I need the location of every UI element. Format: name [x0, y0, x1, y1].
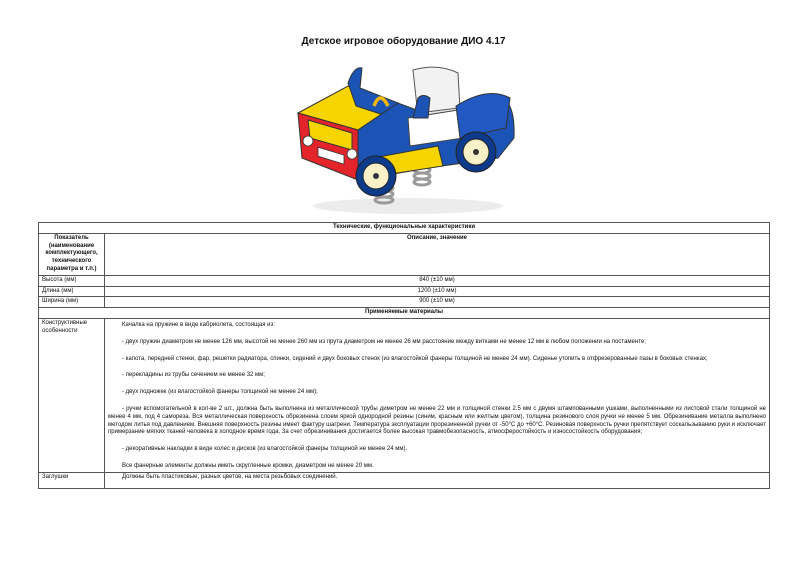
section-row-characteristics — [39, 223, 770, 234]
construction-paragraph: - ручки вспомогательной в кол-ве 2 шт., должна быть выполнена из металлической трубы диметром не менее 22 мм и толщиной стенки 2.5 мм с двумя штампованными ушками, выполненными из листовой стали толщиной не менее 4 мм, под 4 самореза. Вся металлическая поверхность обрезинена слоем яркой однородной резины (синим, красным или желтым цветом), толщина резинового слоя ручки не менее 5 мм. Обрезинивание металла выполнено методом литья под давлением. Внешняя поверхность резины имеет фактуру шагрени. Температура эксплуатации прорезиненной ручки от -50°С до +60°С. Резиновая поверхность ручки препятствует соскальзыванию руки и исключает примерзание мягких тканей человека в холодное время года. За счет обрезинивания достигается более высокая травмобезопасность, атмосферостойкость и износостойкость оборудования; — [108, 405, 767, 436]
section-title-materials: Применяемые материалы — [39, 308, 770, 319]
construction-paragraph: - декоративные накладки в виде колес и дисков (из влагостойкой фанеры толщиной не менее 24 мм). — [122, 446, 408, 453]
plugs-label: Заглушки — [39, 472, 105, 488]
header-row — [39, 233, 770, 275]
plugs-row — [39, 472, 770, 488]
construction-label: Конструктивные особенности — [39, 318, 105, 472]
table-row — [39, 297, 770, 308]
header-value: Описание, значение — [105, 233, 770, 275]
construction-paragraph: - капота, передней стенки, фар, решетки радиатора, спинки, сидений и двух боковых стенок (из влагостойкой фанеры толщиной не менее 24 мм). Сиденье утопить в отфрезерованные пазы в боковых стенках; — [122, 355, 708, 362]
construction-paragraph: - перекладины из трубы сечением не менее 32 мм; — [122, 372, 265, 379]
row-name: Длина (мм) — [39, 286, 105, 297]
row-value: 840 (±10 мм) — [105, 275, 770, 286]
construction-row — [39, 318, 770, 472]
header-parameter: Показатель (наименование комплектующего, технического параметра и т.п.) — [39, 233, 105, 275]
table-row — [39, 286, 770, 297]
row-name: Ширина (мм) — [39, 297, 105, 308]
row-value: 1200 (±10 мм) — [105, 286, 770, 297]
construction-paragraph: Качалка на пружине в виде кабриолета, состоящая из: — [122, 321, 275, 328]
row-name: Высота (мм) — [39, 275, 105, 286]
section-title-characteristics: Технические, функциональные характеристики — [39, 223, 770, 234]
product-illustration — [288, 58, 522, 218]
row-value: 900 (±10 мм) — [105, 297, 770, 308]
document-title: Детское игровое оборудование ДИО 4.17 — [301, 36, 506, 47]
construction-paragraph: - двух подножек (из влагостойкой фанеры толщиной не менее 24 мм); — [122, 389, 318, 396]
construction-description — [105, 318, 770, 472]
car-rocker-image — [288, 58, 522, 218]
section-row-materials — [39, 308, 770, 319]
table-row — [39, 275, 770, 286]
construction-paragraph: - двух пружин диаметром не менее 126 мм, высотой не менее 260 мм из прута диаметром не менее 26 мм расстояние между витками не менее 12 мм в любом положении на постаменте; — [122, 338, 646, 345]
construction-paragraph: Все фанерные элементы должны иметь скругленные кромки, диаметром не менее 20 мм. — [122, 462, 374, 469]
plugs-value: Должны быть пластиковые, разных цветов, на места резьбовых соединений. — [105, 472, 770, 488]
specification-table — [38, 222, 770, 489]
